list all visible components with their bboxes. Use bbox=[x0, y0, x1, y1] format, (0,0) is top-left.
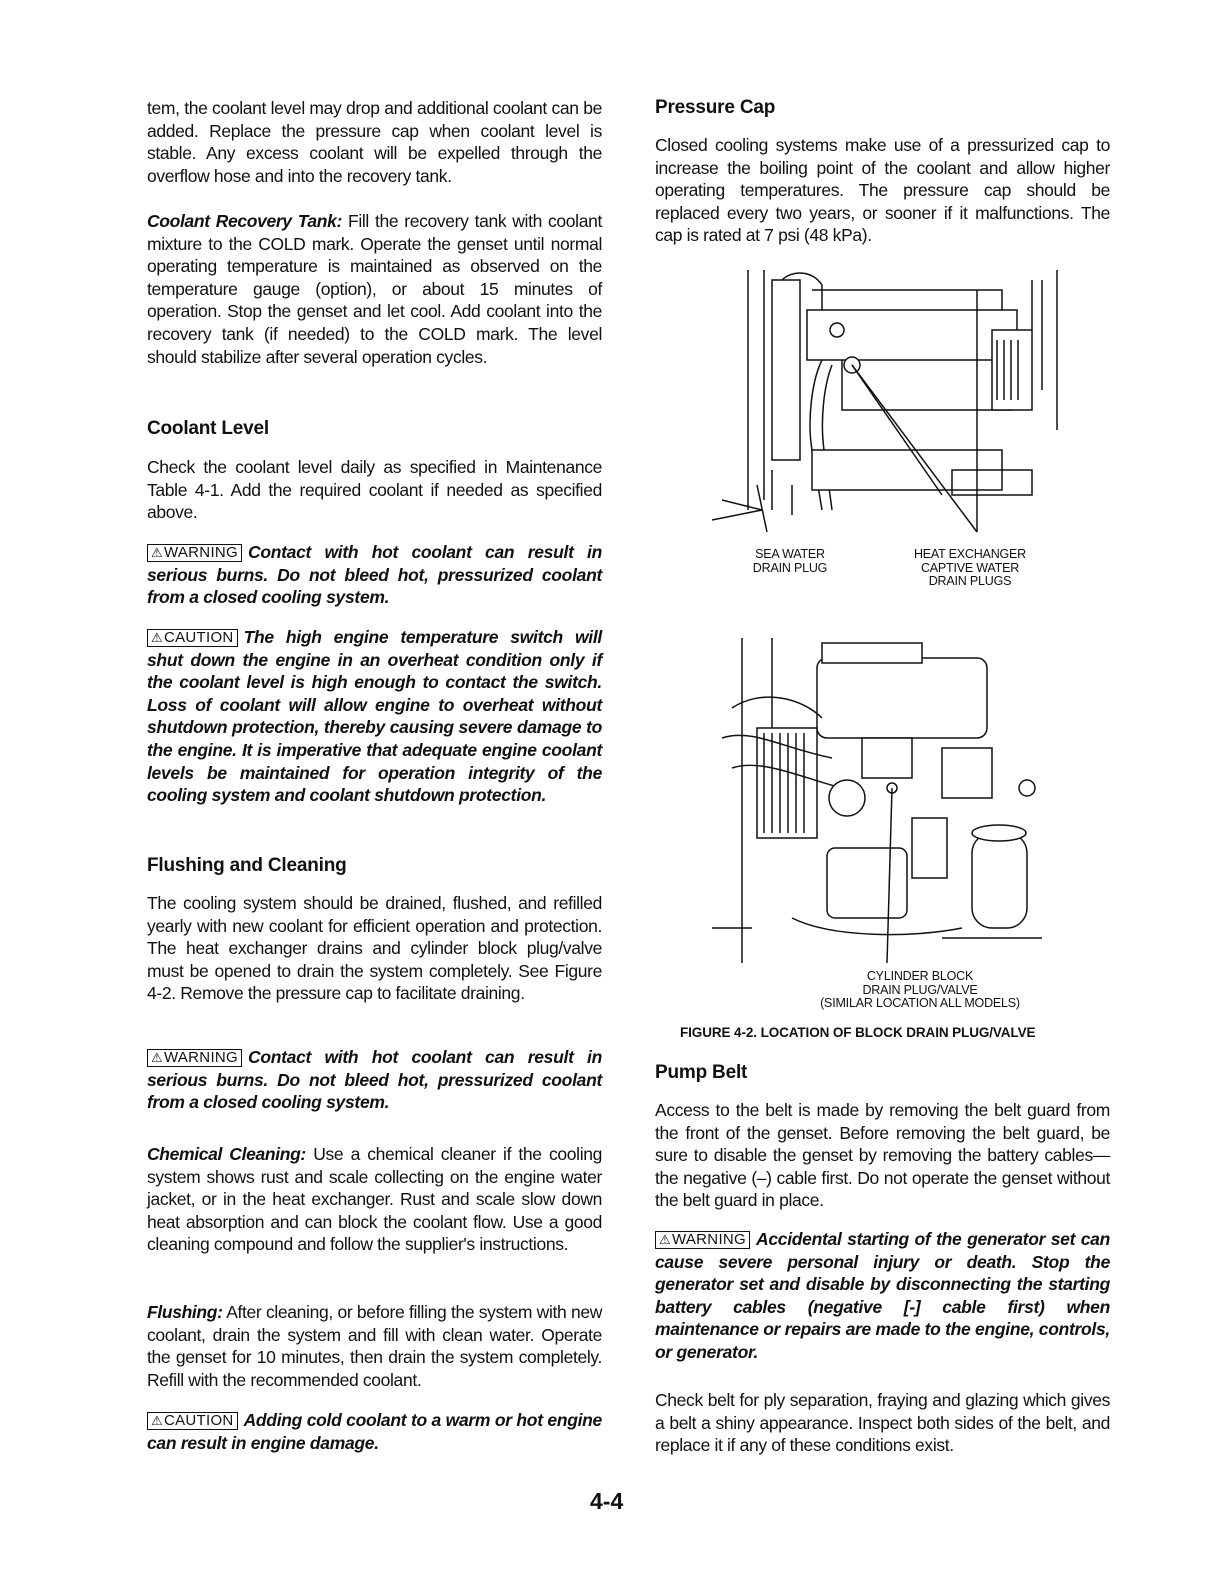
heading-pump-belt: Pump Belt bbox=[655, 1062, 748, 1083]
label-line: HEAT EXCHANGER bbox=[913, 547, 1027, 561]
warning-triangle-icon: ⚠ bbox=[151, 545, 163, 560]
paragraph-check-belt: Check belt for ply separation, fraying and glazing which gives a belt a shiny appearance. Inspect both sides of the belt, and replace it if any of these conditions exist. bbox=[655, 1390, 1110, 1456]
warning-tag bbox=[147, 1049, 242, 1067]
label-line: DRAIN PLUG bbox=[752, 560, 828, 575]
warning-triangle-icon: ⚠ bbox=[151, 1050, 163, 1065]
label-line: CAPTIVE WATER bbox=[920, 560, 1020, 575]
flushing-body: After cleaning, or before filling the system with new coolant, drain the system and fill with clean water. Operate the genset for 10 minutes, then drain the system completely. Refill with the recommended coolant. bbox=[147, 1302, 603, 1390]
warning-text: Contact with hot coolant can result in serious burns. Do not bleed hot, pressurized coolant from a closed cooling system. bbox=[147, 1047, 602, 1113]
chemical-body: Use a chemical cleaner if the cooling system shows rust and scale collecting on the engine water jacket, or in the heat exchanger. Rust and scale slow down heat absorption and can block the coolant flow. Use a good cleaning compound and follow the supplier's instructions. bbox=[147, 1144, 602, 1255]
recovery-tank-body: Fill the recovery tank with coolant mixture to the COLD mark. Operate the genset until normal operating temperature is maintained as observed on the temperature gauge (option), or about 15 minutes of operation. Stop the genset and let cool. Add coolant into the recovery tank (if needed) to the COLD mark. The level should stabilize after several operation cycles. bbox=[147, 211, 602, 367]
warning-tag bbox=[655, 1231, 750, 1249]
caution-tag-label: CAUTION bbox=[163, 629, 234, 646]
heading-pressure-cap: Pressure Cap bbox=[655, 97, 776, 118]
engine-block-illustration bbox=[712, 638, 1052, 963]
caution-tag bbox=[147, 629, 238, 647]
label-line: DRAIN PLUGS bbox=[928, 574, 1012, 588]
warning-text: Accidental starting of the generator set can cause severe personal injury or death. Stop the generator set and disable by disconnecting the starting battery cables (negative [-] cable first) when maintenance or repairs are made to the engine, controls, or generator. bbox=[655, 1229, 1110, 1362]
paragraph-overflow: tem, the coolant level may drop and additional coolant can be added. Replace the pressure cap when coolant level is stable. Any excess coolant will be expelled through the overflow hose and into the recovery tank. bbox=[147, 98, 602, 186]
label-heat-exchanger-drains bbox=[905, 548, 1035, 589]
warning-triangle-icon: ⚠ bbox=[151, 630, 163, 645]
warning-triangle-icon: ⚠ bbox=[151, 1413, 163, 1428]
caution-engine-temp-switch bbox=[147, 626, 602, 807]
paragraph-chemical-cleaning bbox=[147, 1143, 602, 1256]
recovery-tank-lead: Coolant Recovery Tank: bbox=[147, 211, 342, 231]
warning-tag bbox=[147, 544, 242, 562]
paragraph-pump-belt: Access to the belt is made by removing the belt guard from the front of the genset. Before removing the belt guard, be sure to disable the genset by removing the battery cables—the negative (–) cable first. Do not operate the genset without the belt guard in place. bbox=[655, 1100, 1110, 1211]
page-number: 4-4 bbox=[590, 1488, 624, 1514]
paragraph-coolant-level: Check the coolant level daily as specified in Maintenance Table 4-1. Add the required coolant if needed as specified above. bbox=[147, 457, 602, 523]
warning-text: Contact with hot coolant can result in serious burns. Do not bleed hot, pressurized coolant from a closed cooling system. bbox=[147, 542, 602, 608]
paragraph-pressure-cap: Closed cooling systems make use of a pressurized cap to increase the boiling point of the coolant and allow higher operating temperatures. The pressure cap should be replaced every two years, or sooner if it malfunctions. The cap is rated at 7 psi (48 kPa). bbox=[655, 135, 1110, 246]
chemical-lead: Chemical Cleaning: bbox=[147, 1144, 306, 1164]
warning-hot-coolant-1 bbox=[147, 541, 602, 609]
heading-coolant-level: Coolant Level bbox=[147, 418, 269, 439]
warning-triangle-icon: ⚠ bbox=[659, 1232, 671, 1247]
label-line: (SIMILAR LOCATION ALL MODELS) bbox=[820, 996, 1020, 1010]
heading-flushing-cleaning: Flushing and Cleaning bbox=[147, 855, 347, 876]
figure-title: FIGURE 4-2. LOCATION OF BLOCK DRAIN PLUG/VALVE bbox=[680, 1025, 1036, 1040]
label-line: SEA WATER bbox=[755, 547, 825, 561]
paragraph-flushing: The cooling system should be drained, flushed, and refilled yearly with new coolant for efficient operation and protection. The heat exchanger drains and cylinder block plug/valve must be opened to drain the system completely. See Figure 4-2. Remove the pressure cap to facilitate draining. bbox=[147, 893, 602, 1004]
warning-tag-label: WARNING bbox=[671, 1231, 747, 1248]
warning-tag-label: WARNING bbox=[163, 544, 239, 561]
caution-cold-coolant bbox=[147, 1409, 602, 1454]
caution-text: Adding cold coolant to a warm or hot engine can result in engine damage. bbox=[147, 1410, 602, 1453]
label-line: DRAIN PLUG/VALVE bbox=[862, 982, 978, 997]
label-cylinder-block-drain bbox=[795, 970, 1045, 1011]
flushing-lead: Flushing: bbox=[147, 1302, 223, 1322]
caution-tag bbox=[147, 1412, 238, 1430]
paragraph-recovery-tank bbox=[147, 210, 602, 368]
warning-accidental-starting bbox=[655, 1228, 1110, 1364]
caution-text: The high engine temperature switch will shut down the engine in an overheat condition only if the coolant level is high enough to contact the switch. Loss of coolant will allow engine to overheat without shutdown protection, thereby causing severe damage to the engine. It is imperative that adequate engine coolant levels be maintained for operation integrity of the cooling system and coolant shutdown protection. bbox=[147, 627, 602, 806]
label-sea-water-drain bbox=[735, 548, 845, 575]
paragraph-flushing-procedure bbox=[147, 1301, 602, 1391]
label-line: CYLINDER BLOCK bbox=[866, 969, 974, 983]
warning-hot-coolant-2 bbox=[147, 1046, 602, 1114]
heat-exchanger-illustration bbox=[712, 270, 1060, 542]
warning-tag-label: WARNING bbox=[163, 1049, 239, 1066]
caution-tag-label: CAUTION bbox=[163, 1412, 234, 1429]
